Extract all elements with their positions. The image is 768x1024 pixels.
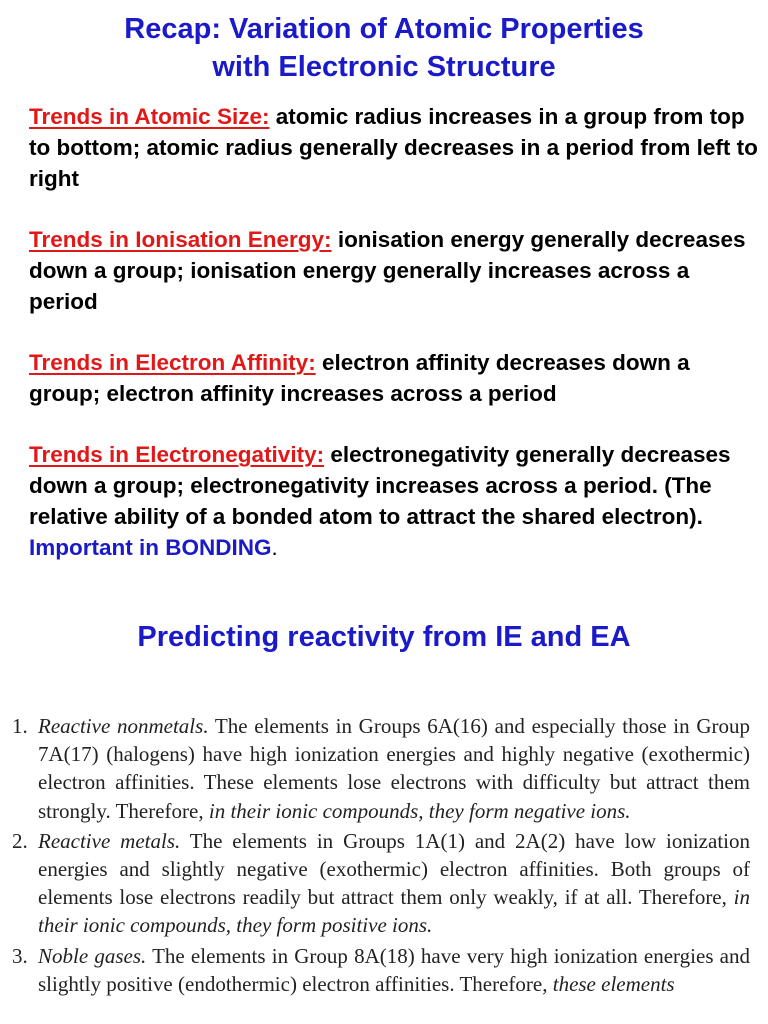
- item-term: Reactive nonmetals.: [38, 714, 209, 738]
- item-number: 2.: [12, 828, 28, 853]
- slide-title-line2: with Electronic Structure: [212, 51, 556, 83]
- trend-electron-affinity: [29, 347, 759, 409]
- section-subtitle: Predicting reactivity from IE and EA: [137, 621, 631, 653]
- list-item: [12, 942, 750, 998]
- item-body: The elements in Group 8A(18) have very high ionization energies and slightly positive (endothermic) electron affinities. Therefore,: [38, 943, 751, 996]
- item-body: The elements in Groups 1A(1) and 2A(2) have low ionization energies and slightly negative (exothermic) electron affinities. Both groups of elements lose electrons readily but attract them only weakly, if at all. Therefore,: [38, 828, 750, 910]
- important-note: Important in BONDING: [29, 535, 272, 560]
- trend-text: electronegativity generally decreases down a group; electronegativity increases across a period. (The relative ability of a bonded atom to attract the shared electron).: [29, 442, 731, 529]
- slide-title: [0, 10, 768, 86]
- slide-title-line1: Recap: Variation of Atomic Properties: [124, 13, 644, 45]
- trend-label: Trends in Electron Affinity:: [29, 350, 316, 375]
- item-term: Noble gases.: [38, 943, 147, 968]
- item-body: The elements in Groups 6A(16) and especially those in Group 7A(17) (halogens) have high ionization energies and highly negative (exothermic) electron affinities. These elements lose electrons with difficulty but attract them strongly. Therefore,: [38, 714, 751, 823]
- trend-atomic-size: [29, 101, 759, 194]
- trend-electronegativity: [29, 439, 759, 563]
- item-number: 3.: [12, 943, 28, 968]
- trailing-period: .: [271, 535, 278, 560]
- textbook-excerpt: [12, 712, 750, 1000]
- trend-text: electron affinity decreases down a group; electron affinity increases across a period: [29, 350, 690, 406]
- item-conclusion: in their ionic compounds, they form positive ions.: [38, 885, 751, 938]
- trend-text: ionisation energy generally decreases down a group; ionisation energy generally increases across a period: [29, 227, 746, 314]
- trend-label: Trends in Atomic Size:: [29, 104, 270, 129]
- trend-ionisation-energy: [29, 224, 759, 317]
- item-number: 1.: [12, 714, 28, 738]
- trend-label: Trends in Electronegativity:: [29, 442, 325, 467]
- trend-text: atomic radius increases in a group from top to bottom; atomic radius generally decreases in a period from left to right: [29, 104, 758, 191]
- list-item: [12, 827, 750, 940]
- trend-label: Trends in Ionisation Energy:: [29, 227, 332, 252]
- list-item: [12, 712, 750, 825]
- item-conclusion: in their ionic compounds, they form negative ions.: [208, 798, 631, 823]
- item-term: Reactive metals.: [38, 828, 181, 853]
- item-conclusion: these elements: [552, 971, 675, 996]
